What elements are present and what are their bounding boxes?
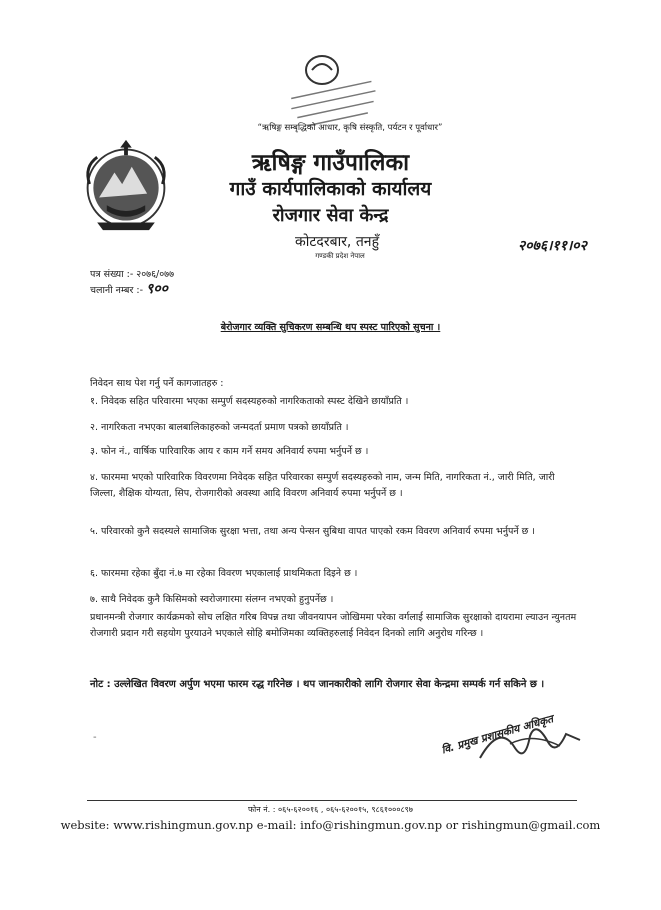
footer-phone: फोन नं. : ०६५-६२००१६ , ०६५-६२००१५, ९८६१०००८९७ bbox=[248, 805, 413, 814]
note-text: नोट : उल्लेखित विवरण अर्पुण भएमा फारम रद्ध गरिनेछ । थप जानकारीको लागि रोजगार सेवा केन्द्रमा सम्पर्क गर्न सकिने छ । bbox=[90, 679, 545, 690]
list-item: ७. साथै निवेदक कुनै किसिमको स्वरोजगारमा संलग्न नभएको हुनुपर्नेछ । bbox=[90, 594, 334, 605]
subject-heading bbox=[0, 320, 661, 333]
office-name: गाउँ कार्यपालिकाको कार्यालय bbox=[229, 178, 432, 200]
list-item: ५. परिवारको कुनै सदस्यले सामाजिक सुरक्षा भत्ता, तथा अन्य पेन्सन सुबिधा वापत पाएको रकम विवरण अनिवार्य रुपमा भर्नुपर्ने छ । bbox=[90, 526, 535, 537]
office-stamp-icon bbox=[282, 48, 382, 128]
centre-name: रोजगार सेवा केन्द्र bbox=[272, 205, 389, 226]
subject-text: बेरोजगार व्यक्ति सुचिकरण सम्बन्धि थप स्पस्ट पारिएको सुचना । bbox=[220, 322, 441, 333]
list-item: ३. फोन नं., वार्षिक पारिवारिक आय र काम गर्ने समय अनिवार्य रुपमा भर्नुपर्ने छ । bbox=[90, 446, 369, 457]
signatory-title: वि. प्रमुख प्रशासकीय अधिकृत bbox=[440, 713, 555, 757]
organization-name: ऋषिङ्ग गाउँपालिका bbox=[251, 150, 410, 176]
dash-mark: - bbox=[93, 732, 97, 743]
dispatch-number-label: चलानी नम्बर :- bbox=[90, 285, 144, 296]
dispatch-number: ९०० bbox=[146, 281, 168, 297]
province-name: गण्डकी प्रदेश नेपाल bbox=[315, 252, 365, 260]
dispatch-number-row bbox=[90, 282, 174, 298]
list-item: २. नागरिकता नभएका बालबालिकाहरुको जन्मदर्ता प्रमाण पत्रको छायाँप्रति । bbox=[90, 422, 349, 433]
list-item: ६. फारममा रहेका बुँदा नं.७ मा रहेका विवरण भएकालाई प्राथमिकता दिइने छ । bbox=[90, 568, 358, 579]
documents-intro: निवेदन साथ पेश गर्नु पर्ने कागजातहरु : bbox=[90, 378, 224, 389]
letter-number: पत्र संख्या :- २०७६/०७७ bbox=[90, 269, 175, 280]
letter-date: २०७६।११।०२ bbox=[518, 238, 587, 254]
list-item: ४. फारममा भएको पारिवारिक विवरणमा निवेदक सहित परिवारका सम्पुर्ण सदस्यहरुको नाम, जन्म मिति, नागरिकता नं., जारी मिति, जारी जिल्ला, शैक्षिक योग्यता, सिप, रोजगारीको अवस्था आदि विवरण अनिवार्य रुपमा भर्नुपर्ने छ । bbox=[90, 472, 555, 499]
office-location: कोटदरबार, तनहुँ bbox=[294, 234, 380, 250]
reference-block bbox=[90, 268, 174, 298]
motto: “ऋषिङ्ग सम्बृद्धिको आधार, कृषि संस्कृति, पर्यटन र पूर्वाधार” bbox=[257, 123, 443, 133]
list-item: १. निवेदक सहित परिवारमा भएका सम्पुर्ण सदस्यहरुको नागरिकताको स्पस्ट देखिने छायाँप्रति । bbox=[90, 396, 409, 407]
notice-paragraph: प्रधानमन्त्री रोजगार कार्यक्रमको सोच लक्षित गरिब विपन्न तथा जीवनयापन जोखिममा परेका वर्गलाई सामाजिक सुरक्षाको दायरामा ल्याउन न्युनतम रोजगारी प्रदान गरी सहयोग पुरयाउने भएकाले सोहि बमोजिमका व्यक्तिहरुलाई निवेदन दिनको लागि अनुरोध गरिन्छ । bbox=[90, 612, 577, 639]
footer-website: website: www.rishingmun.gov.np e-mail: info@rishingmun.gov.np or rishingmun@gmail.com bbox=[60, 818, 601, 832]
footer-divider bbox=[87, 800, 577, 801]
